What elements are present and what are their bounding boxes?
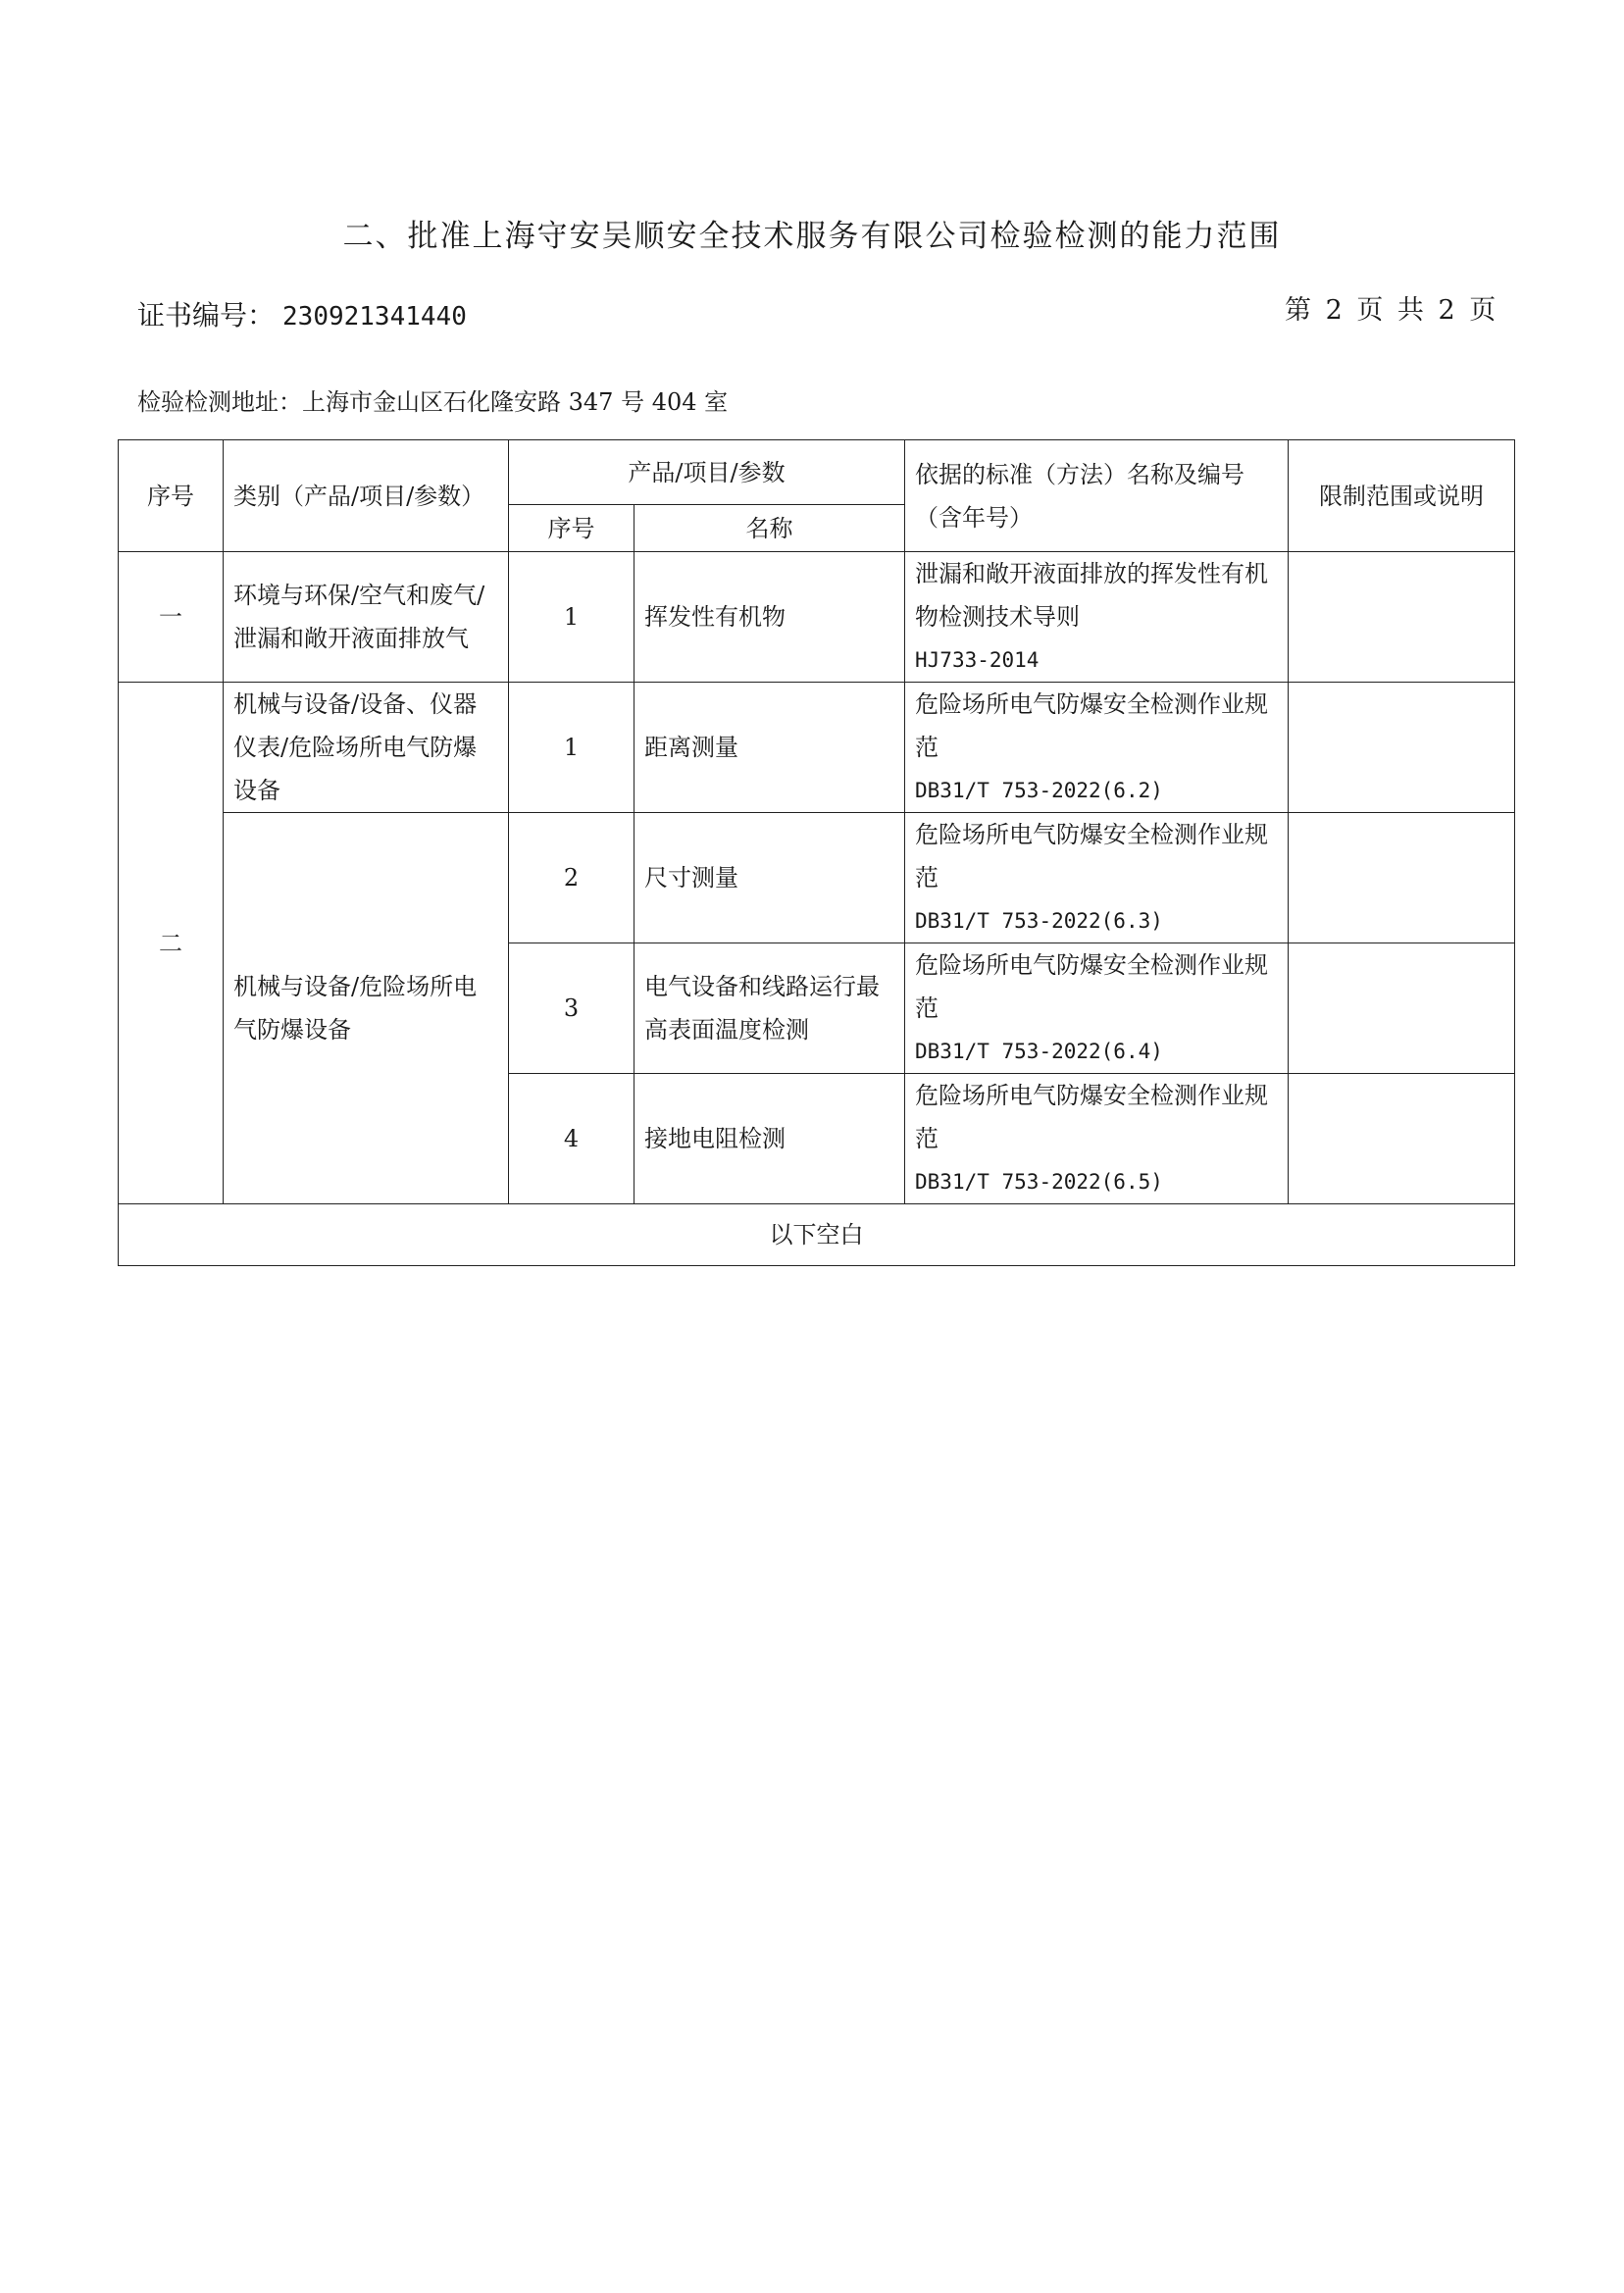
page-title: 二、批准上海守安吴顺安全技术服务有限公司检验检测的能力范围: [342, 219, 1282, 254]
item-limit: [1289, 552, 1515, 683]
standard-name: 危险场所电气防爆安全检测作业规范: [915, 690, 1269, 761]
item-limit: [1289, 943, 1515, 1074]
item-limit: [1289, 1074, 1515, 1204]
table-row: [119, 683, 1515, 813]
item-standard: [905, 683, 1289, 813]
standard-name: 危险场所电气防爆安全检测作业规范: [915, 1082, 1269, 1152]
header-standard: 依据的标准（方法）名称及编号（含年号）: [905, 440, 1289, 552]
item-name: 挥发性有机物: [634, 552, 905, 683]
standard-code: DB31/T 753-2022(6.5): [915, 1170, 1163, 1194]
item-no: 1: [509, 683, 634, 813]
group-category: 机械与设备/危险场所电气防爆设备: [224, 813, 509, 1204]
blank-note: 以下空白: [119, 1204, 1515, 1266]
group-category: 环境与环保/空气和废气/泄漏和敞开液面排放气: [224, 552, 509, 683]
item-standard: [905, 1074, 1289, 1204]
item-name: 距离测量: [634, 683, 905, 813]
table-row: [119, 552, 1515, 683]
group-category: 机械与设备/设备、仪器仪表/危险场所电气防爆设备: [224, 683, 509, 813]
table-footer-row: [119, 1204, 1515, 1266]
group-seq: 一: [119, 552, 224, 683]
certificate-label: 证书编号：: [137, 299, 276, 331]
item-standard: [905, 552, 1289, 683]
certificate-value: 230921341440: [282, 302, 467, 331]
standard-code: DB31/T 753-2022(6.4): [915, 1040, 1163, 1063]
standard-name: 危险场所电气防爆安全检测作业规范: [915, 821, 1269, 892]
standard-code: DB31/T 753-2022(6.2): [915, 779, 1163, 802]
standard-code: HJ733-2014: [915, 648, 1040, 672]
test-address: 检验检测地址：上海市金山区石化隆安路 347 号 404 室: [137, 388, 729, 416]
item-limit: [1289, 683, 1515, 813]
scope-table: [118, 439, 1515, 1266]
page-indicator: 第 2 页 共 2 页: [1285, 295, 1499, 326]
standard-name: 危险场所电气防爆安全检测作业规范: [915, 951, 1269, 1022]
header-sub-seq: 序号: [509, 505, 634, 552]
item-no: 2: [509, 813, 634, 943]
header-product-group: 产品/项目/参数: [509, 440, 905, 505]
header-row: [119, 440, 1515, 505]
item-name: 接地电阻检测: [634, 1074, 905, 1204]
item-limit: [1289, 813, 1515, 943]
standard-name: 泄漏和敞开液面排放的挥发性有机物检测技术导则: [915, 560, 1269, 631]
header-category: 类别（产品/项目/参数）: [224, 440, 509, 552]
item-name: 尺寸测量: [634, 813, 905, 943]
group-seq: 二: [119, 683, 224, 1204]
item-name: 电气设备和线路运行最高表面温度检测: [634, 943, 905, 1074]
item-standard: [905, 943, 1289, 1074]
table-row: [119, 813, 1515, 943]
item-no: 1: [509, 552, 634, 683]
header-limit: 限制范围或说明: [1289, 440, 1515, 552]
standard-code: DB31/T 753-2022(6.3): [915, 909, 1163, 933]
item-no: 3: [509, 943, 634, 1074]
header-seq: 序号: [119, 440, 224, 552]
item-no: 4: [509, 1074, 634, 1204]
header-sub-name: 名称: [634, 505, 905, 552]
item-standard: [905, 813, 1289, 943]
certificate-number: [137, 294, 467, 333]
